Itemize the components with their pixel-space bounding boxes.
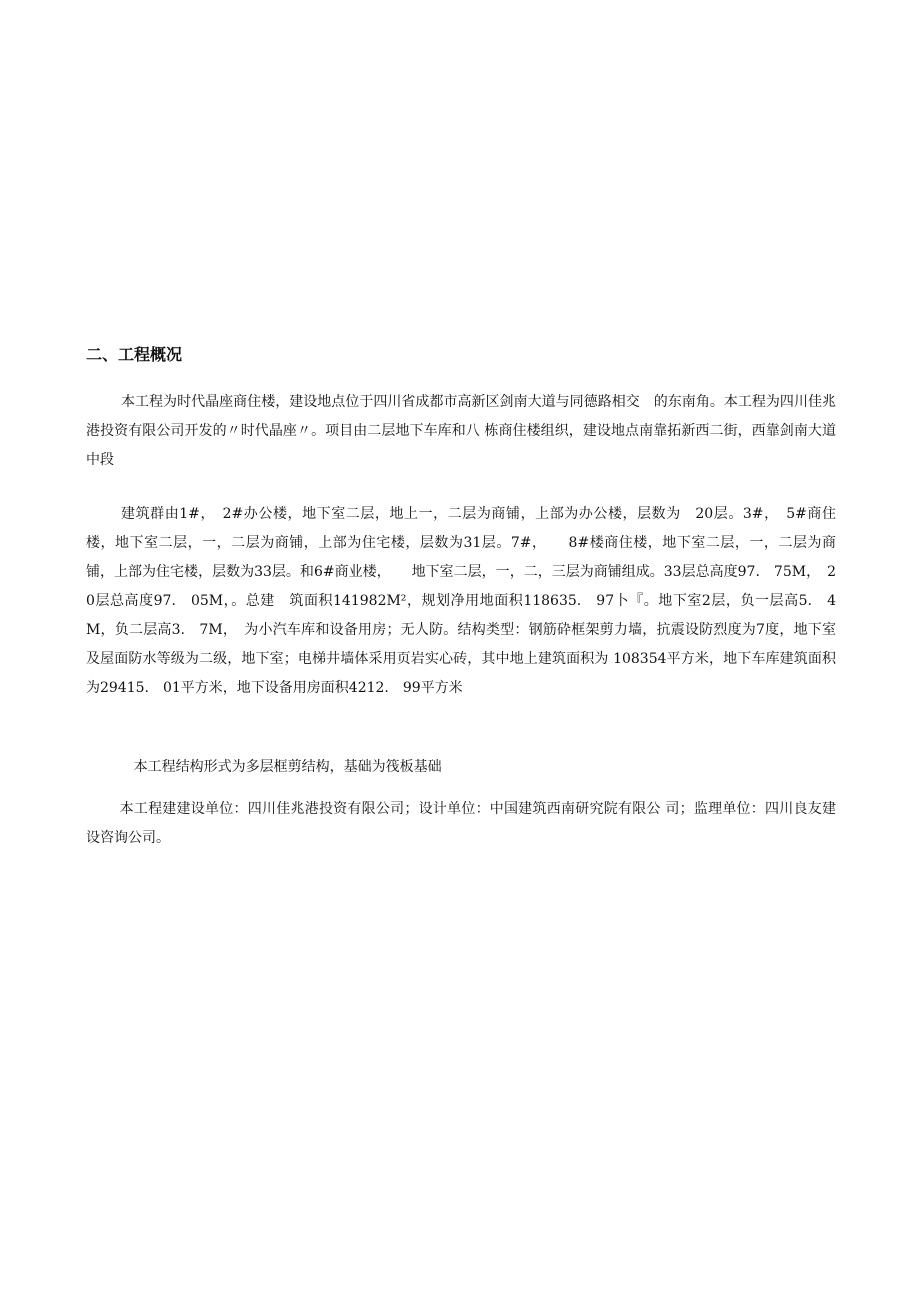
section-heading: 二、工程概况 [86, 345, 183, 364]
structure-paragraph: 本工程结构形式为多层框剪结构，基础为筏板基础 [133, 759, 442, 775]
overview-paragraph: 本工程为时代晶座商住楼，建设地点位于四川省成都市高新区剑南大道与同德路相交 的东南角。本工程为四川佳兆港投资有限公司开发的〃时代晶座〃。项目由二层地下车库和八 栋商住楼组织，建设地点南靠拓新西二街，西靠剑南大道中段 [86, 394, 836, 468]
units-paragraph: 本工程建建设单位：四川佳兆港投资有限公司；设计单位：中国建筑西南研究院有限公 司；监理单位：四川良友建设咨询公司。 [86, 801, 836, 846]
buildings-paragraph: 建筑群由1#， 2#办公楼，地下室二层，地上一，二层为商铺，上部为办公楼，层数为 20层。3#， 5#商住楼，地下室二层，一，二层为商铺，上部为住宅楼，层数为31层。7#， 8#楼商住楼，地下室二层，一，二层为商铺，上部为住宅楼，层数为33层。和6#商业楼， 地下室二层，一，二，三层为商铺组成。33层总高度97. 75M， 20层总高度97. 05M，。总建 筑面积141982M²，规划净用地面积118635. 97卜『。地下室2层，负一层高5. 4M，负二层高3. 7M， 为小汽车库和设备用房；无人防。结构类型：钢筋砕框架剪力墙，抗震设防烈度为7度，地下室及屋面防水等级为二级，地下室；电梯井墙体采用页岩实心砖，其中地上建筑面积为 108354平方米，地下车库建筑面积为29415. 01平方米，地下设备用房面积4212. 99平方米 [86, 506, 836, 696]
